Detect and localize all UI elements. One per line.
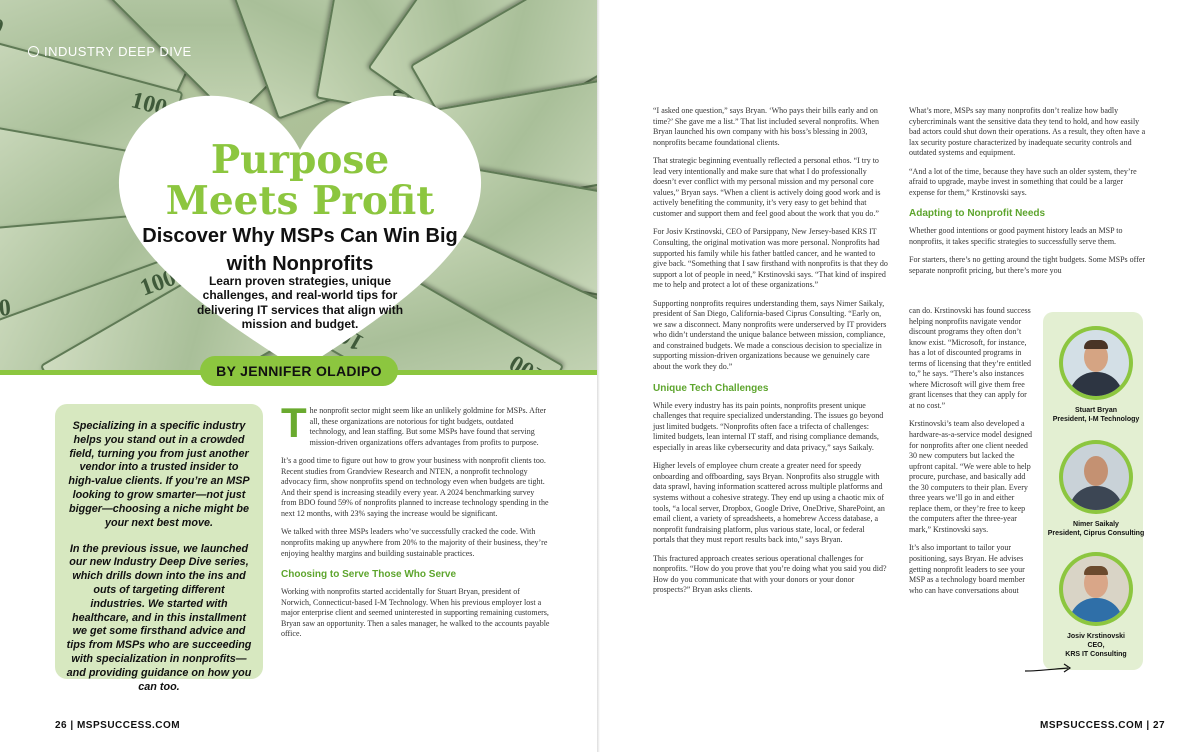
body-paragraph: We talked with three MSPs leaders who’ve successfully cracked the code. With nonprofits making up anywhere from 20% to the majority of their business, they’re enjoying healthy margins and building sustainable practices. (281, 527, 548, 558)
profile-name: Stuart Bryan (1074, 407, 1117, 414)
avatar (1059, 326, 1133, 400)
section-heading: Unique Tech Challenges (653, 382, 769, 394)
page-folio-right: MSPSUCCESS.COM | 27 (1040, 720, 1166, 731)
body-paragraph: “I asked one question,” says Bryan. ‘Who pays their bills early and on time?’ She gave me a list.” That list included several nonprofits. When Bryan launched his own company with his boss’s blessing in 2003, nonprofits became foundational clients. (653, 106, 879, 147)
body-paragraph: For starters, there’s no getting around the tight budgets. Some MSPs offer separate nonprofit pricing, but there’s more you (909, 255, 1146, 276)
section-tag (28, 44, 192, 59)
profile-title: President, I-M Technology (1052, 416, 1140, 424)
avatar (1059, 552, 1133, 626)
profile-title: CEO, (1087, 642, 1105, 650)
profile-name: Josiv Krstinovski (1067, 633, 1125, 640)
sidebar-paragraph: Specializing in a specific industry helps you stand out in a crowded field, turning you from just another vendor into a trusted insider to high-value clients. If you’re an MSP looking to grow smarter—not just bigger—choosing a niche might be your next best move. (68, 420, 250, 529)
profile-title: President, Ciprus Consulting (1047, 530, 1145, 538)
intro-paragraph: he nonprofit sector might seem like an unlikely goldmine for MSPs. After all, these organizations are notorious for tight budgets, outdated technology, and lean staffing. But some MSPs have found that serving mission-driven organizations offers advantages from profits to purpose. (309, 406, 547, 447)
body-paragraph: That strategic beginning eventually reflected a personal ethos. “I try to lead very intentionally and make sure that what I do professionally doesn’t ever conflict with my personal mission and my personal core values,” Bryan says. “When a client is actively doing good work and is actively benefiting the community, it’s very easy to get behind that customer and support them and feel good about the work that you do.” (653, 156, 881, 218)
article-column-3-top (909, 106, 1149, 277)
article-title: Purpose Meets Profit (165, 137, 435, 224)
body-paragraph: It’s a good time to figure out how to grow your business with nonprofit clients too. Recent studies from Grandview Research and NTEN, a nonprofit technology advocacy firm, show nonprofits spend on technology even when budgets are tight. And their spend is increasing steadily every year. A 2024 benchmarking survey from BDO found 59% of nonprofits planned to increase technology spending in the next 12 months, with 23% saying the increase would be significant. (281, 456, 549, 518)
page-folio-left: 26 | MSPSUCCESS.COM (55, 720, 181, 731)
profile-name: Nimer Saikaly (1073, 521, 1119, 528)
body-paragraph: This fractured approach creates serious operational challenges for nonprofits. “How do you prove that you’re doing what you said you did? How do you communicate that with your donors or your donor prospects?” Bryan asks clients. (653, 553, 887, 595)
body-paragraph: Whether good intentions or good payment history leads an MSP to nonprofits, it takes specific strategies to successfully serve them. (909, 226, 1123, 246)
body-paragraph: For Josiv Krstinovski, CEO of Parsippany, New Jersey-based KRS IT Consulting, the original motivation was more personal. Nonprofits had supported his family while his father battled cancer, and he wanted to give back. “Something that I saw firsthand with nonprofits is that they do support a lot of people in need,” Krstinovski says. “That kind of inspired me to help and protect a lot of these organizations.” (653, 227, 888, 290)
article-column-2 (653, 106, 888, 604)
sidebar-paragraph: In the previous issue, we launched our new Industry Deep Dive series, which drills down into the ins and outs of targeting different industries. We started with healthcare, and in this installment we get some firsthand advice and tips from MSPs who are succeeding with specialization in nonprofits—and providing guidance on how you can too. (66, 542, 252, 693)
body-paragraph: It’s also important to tailor your positioning, says Bryan. He advises getting nonprofit leaders to see your MSP as a technology board member who can have conversations about (909, 543, 1025, 595)
intro-sidebar (55, 404, 263, 693)
drop-cap: T (281, 399, 307, 446)
profile-card (1042, 440, 1150, 538)
profile-card (1042, 552, 1150, 659)
avatar (1059, 440, 1133, 514)
section-heading: Adapting to Nonprofit Needs (909, 208, 1046, 220)
body-paragraph: Working with nonprofits started accidentally for Stuart Bryan, president of Norwich, Connecticut-based I-M Technology. When his previous employer lost a major enterprise client and seemed uninterested in supporting remaining customers, Bryan saw an opportunity. Then a sales manager, he walked to the accounts payable office. (281, 587, 550, 639)
article-subtitle: Discover Why MSPs Can Win Big with Nonprofits (142, 225, 458, 275)
body-paragraph: Higher levels of employee churn create a greater need for speedy onboarding and offboarding, says Bryan. Nonprofits also struggle with data sprawl, having information scattered across multiple platforms and systems without a cohesive strategy. They end up using a chaotic mix of tools, “a local server, Dropbox, Google Drive, OneDrive, SharePoint, an email client, a variety of spreadsheets, a homebrew Access database, a nonprofit fundraising platform, plus various state, local, or federal portals that they must report results back into,” says Bryan. (653, 461, 885, 545)
body-paragraph: “And a lot of the time, because they have such an older system, they’re afraid to upgrade, maybe invest in something that could be a larger expense for them,” Krstinovski says. (909, 166, 1137, 197)
search-icon (28, 46, 39, 57)
body-paragraph: What’s more, MSPs say many nonprofits don’t realize how badly cybercriminals want the sensitive data they tend to hold, and how easily bad actors could shut down their operations. As a result, they often have a lax security posture characterized by inadequate security controls and outdated systems and equipment. (909, 106, 1146, 158)
hero-image (0, 0, 600, 370)
body-paragraph: Supporting nonprofits requires understanding them, says Nimer Saikaly, president of San Diego, California-based Ciprus Consulting. “Early on, we saw a disconnect. Many nonprofits were underserved by IT providers who didn’t understand the unique balance between mission, compliance, and constrained budgets. We made a conscious decision to specialize in supporting mission-driven organizations because we genuinely care about the work they do.” (653, 298, 887, 372)
section-tag-label: INDUSTRY DEEP DIVE (44, 44, 192, 59)
section-heading: Choosing to Serve Those Who Serve (281, 569, 457, 581)
article-description: Learn proven strategies, unique challenges, and real-world tips for delivering IT services that align with mission and budget. (196, 274, 404, 332)
article-column-3-narrow (909, 306, 1033, 604)
body-paragraph: While every industry has its pain points, nonprofits present unique challenges that require specialized understanding. The issues go beyond just limited budgets. “Nonprofits often face a trifecta of challenges: limited budgets, lean internal IT staff, and rising compliance demands, especially in areas like cybersecurity and data privacy,” says Saikaly. (653, 400, 884, 452)
profile-title: KRS IT Consulting (1065, 651, 1127, 659)
body-paragraph: Krstinovski’s team also developed a hardware-as-a-service model designed for nonprofits after one client needed 30 new computers but lacked the upfront capital. “We were able to help procure, purchase, and basically add the 30 computers to their plan. Every three years we’ll go in and either replace them, or they’re free to keep the computers after the three-year mark,” Krstinovski says. (909, 419, 1033, 534)
article-column-1 (281, 399, 551, 648)
profile-card (1042, 326, 1150, 424)
arrow-right-icon (1024, 662, 1074, 676)
byline: BY JENNIFER OLADIPO (200, 356, 398, 386)
body-paragraph: can do. Krstinovski has found success helping nonprofits navigate vendor discount programs they often don’t know exist. “Microsoft, for instance, has a lot of discounted programs in terms of licensing that they’re entitled to,” he says. “There’s also instances where Microsoft will give them free grant licenses that they can apply for at no cost.” (909, 306, 1031, 410)
